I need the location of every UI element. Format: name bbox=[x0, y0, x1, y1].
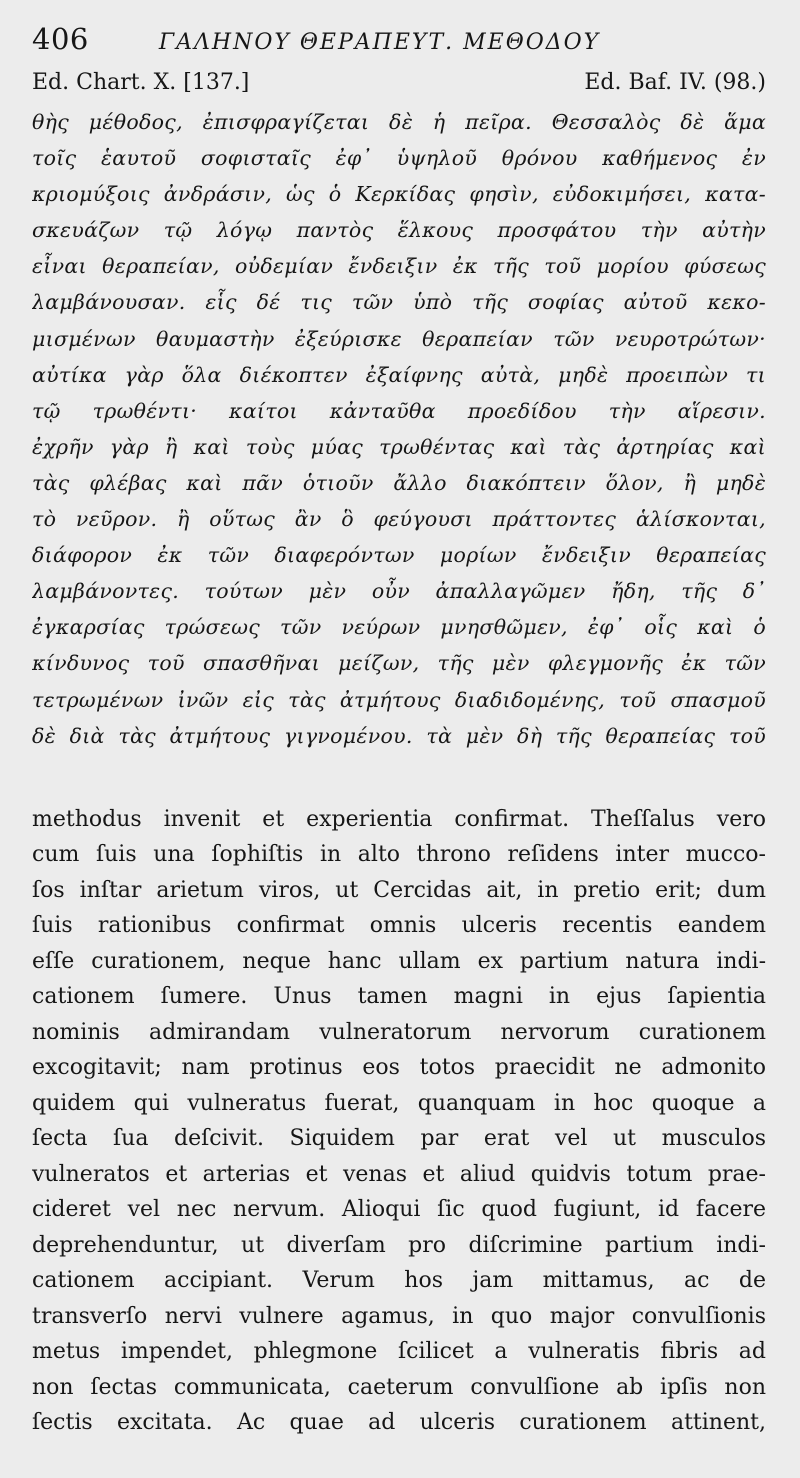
greek-text-line: τοῖς ἑαυτοῦ σοφισταῖς ἐφ᾽ ὑψηλοῦ θρόνου καθήμενος ἐν bbox=[32, 146, 766, 171]
greek-text-line: δὲ διὰ τὰς ἀτμήτους γιγνομένου. τὰ μὲν δὴ τῆς θεραπείας τοῦ bbox=[32, 723, 766, 748]
greek-text-line: ἐγκαρσίας τρώσεως τῶν νεύρων μνησθῶμεν, ἐφ᾽ οἷς καὶ ὁ bbox=[32, 615, 766, 640]
latin-text-line: deprehenduntur, ut diverſam pro diſcrimine partium indi- bbox=[32, 1232, 766, 1258]
running-title: ΓΑΛΗΝΟΥ ΘΕΡΑΠΕΥΤ. ΜΕΘΟΔΟΥ bbox=[158, 30, 601, 55]
latin-text-line: methodus invenit et experientia confirmat. Theſſalus vero bbox=[32, 806, 766, 832]
edition-reference bbox=[32, 70, 766, 100]
latin-text-line: cum ſuis una ſophiſtis in alto throno reſidens inter mucco- bbox=[32, 842, 766, 868]
latin-text-line: cationem accipiant. Verum hos jam mittamus, ac de bbox=[32, 1268, 766, 1294]
latin-text-line: excogitavit; nam protinus eos totos praecidit ne admonito bbox=[32, 1055, 766, 1081]
latin-text-line: eſſe curationem, neque hanc ullam ex partium natura indi- bbox=[32, 948, 766, 974]
greek-text-line: τὸ νεῦρον. ἢ οὕτως ἂν ὃ φεύγουσι πράττοντες ἁλίσκονται, bbox=[32, 507, 766, 532]
edition-basel-reference: Ed. Baf. IV. (98.) bbox=[584, 70, 766, 95]
greek-text-line: θὴς μέθοδος, ἐπισφραγίζεται δὲ ἡ πεῖρα. Θεσσαλὸς δὲ ἅμα bbox=[32, 110, 766, 134]
greek-text-line: σκευάζων τῷ λόγῳ παντὸς ἕλκους προσφάτου τὴν αὐτὴν bbox=[32, 218, 766, 243]
greek-text-line: αὐτίκα γὰρ ὅλα διέκοπτεν ἐξαίφνης αὐτὰ, μηδὲ προειπὼν τι bbox=[32, 362, 766, 387]
greek-text-line: μισμένων θαυμαστὴν ἐξεύρισκε θεραπείαν τῶν νευροτρώτων· bbox=[32, 326, 766, 351]
latin-text-line: ſuis rationibus confirmat omnis ulceris recentis eandem bbox=[32, 913, 766, 939]
latin-text-line: ſecta ſua deſcivit. Siquidem par erat vel ut musculos bbox=[32, 1126, 766, 1152]
greek-text-line: τῷ τρωθέντι· καίτοι κἀνταῦθα προεδίδου τὴν αἵρεσιν. bbox=[32, 398, 766, 423]
latin-text-line: ſectis excitata. Ac quae ad ulceris curationem attinent, bbox=[32, 1410, 766, 1436]
latin-text-line: cationem ſumere. Unus tamen magni in ejus ſapientia bbox=[32, 984, 766, 1010]
page-number: 406 bbox=[32, 22, 89, 56]
latin-text-line: non ſectas communicata, caeterum convulſione ab ipſis non bbox=[32, 1374, 766, 1400]
latin-text-line: nominis admirandam vulneratorum nervorum curationem bbox=[32, 1019, 766, 1045]
latin-text-line: cideret vel nec nervum. Alioqui ſic quod fugiunt, id facere bbox=[32, 1197, 766, 1223]
greek-text-line: λαμβάνουσαν. εἷς δέ τις τῶν ὑπὸ τῆς σοφίας αὐτοῦ κεκο- bbox=[32, 290, 766, 315]
latin-text-line: ſos inſtar arietum viros, ut Cercidas ait, in pretio erit; dum bbox=[32, 877, 766, 903]
greek-text-line: λαμβάνοντες. τούτων μὲν οὖν ἀπαλλαγῶμεν ἤδη, τῆς δ᾽ bbox=[32, 579, 766, 604]
latin-text-block bbox=[32, 802, 766, 1441]
greek-text-line: εἶναι θεραπείαν, οὐδεμίαν ἔνδειξιν ἐκ τῆς τοῦ μορίου φύσεως bbox=[32, 254, 766, 279]
latin-text-line: metus impendet, phlegmone ſcilicet a vulneratis fibris ad bbox=[32, 1339, 766, 1365]
page-header bbox=[32, 22, 766, 68]
greek-text-line: διάφορον ἐκ τῶν διαφερόντων μορίων ἔνδειξιν θεραπείας bbox=[32, 543, 766, 568]
greek-text-line: τετρωμένων ἰνῶν εἰς τὰς ἀτμήτους διαδιδομένης, τοῦ σπασμοῦ bbox=[32, 687, 766, 712]
greek-text-block bbox=[32, 104, 766, 754]
latin-text-line: transverſo nervi vulnere agamus, in quo major convulſionis bbox=[32, 1303, 766, 1329]
edition-chart-reference: Ed. Chart. X. [137.] bbox=[32, 70, 250, 95]
greek-text-line: ἐχρῆν γὰρ ἢ καὶ τοὺς μύας τρωθέντας καὶ τὰς ἀρτηρίας καὶ bbox=[32, 434, 766, 459]
greek-text-line: κριομύξοις ἀνδράσιν, ὡς ὁ Κερκίδας φησὶν, εὐδοκιμήσει, κατα- bbox=[32, 182, 766, 207]
latin-text-line: quidem qui vulneratus fuerat, quanquam in hoc quoque a bbox=[32, 1090, 766, 1116]
latin-text-line: vulneratos et arterias et venas et aliud quidvis totum prae- bbox=[32, 1161, 766, 1187]
greek-text-line: τὰς φλέβας καὶ πᾶν ὁτιοῦν ἄλλο διακόπτειν ὅλον, ἢ μηδὲ bbox=[32, 470, 766, 495]
greek-text-line: κίνδυνος τοῦ σπασθῆναι μείζων, τῆς μὲν φλεγμονῆς ἐκ τῶν bbox=[32, 651, 766, 676]
